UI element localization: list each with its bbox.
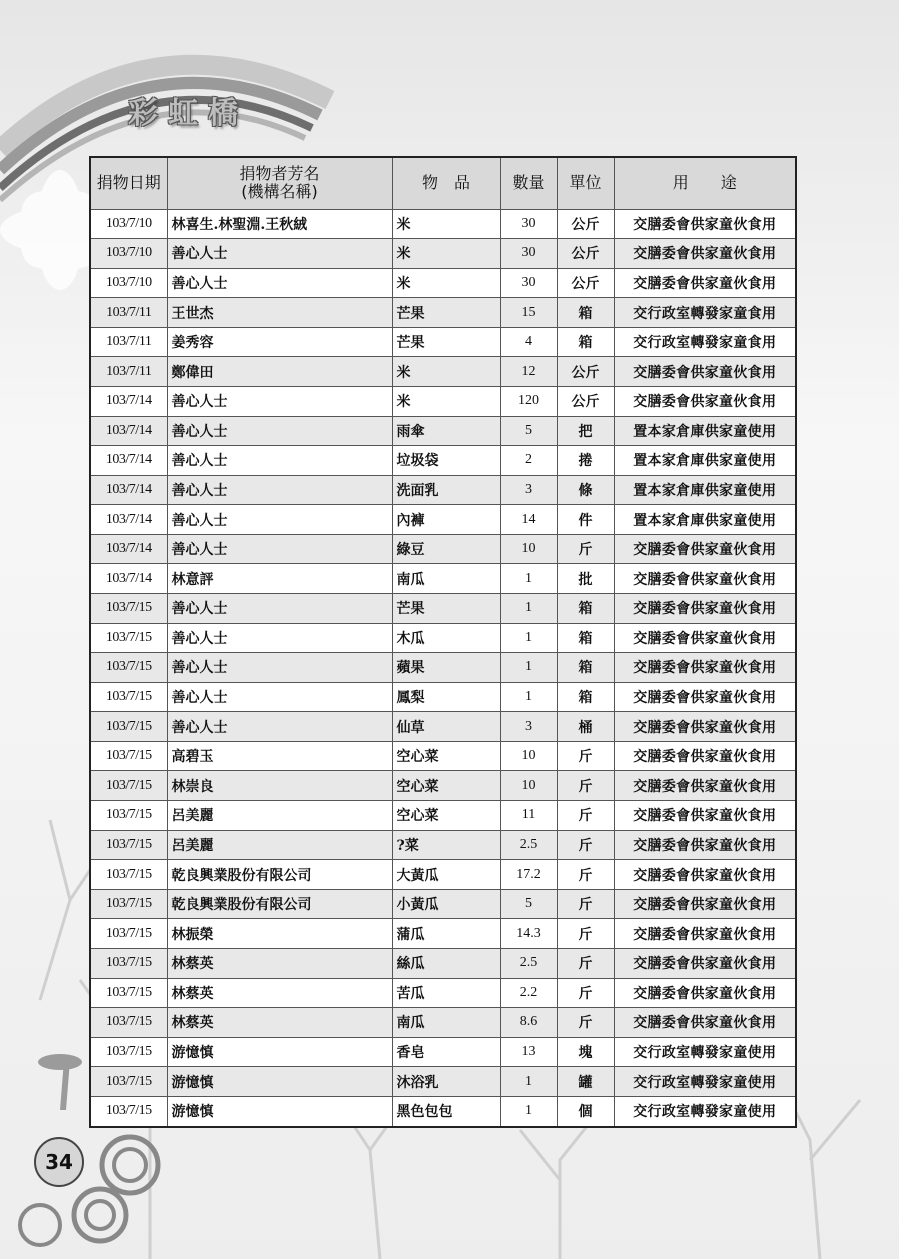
purpose-cell: 置本家倉庫供家童使用 [614, 475, 796, 505]
date-cell: 103/7/15 [90, 741, 167, 771]
unit-cell: 斤 [557, 830, 614, 860]
purpose-cell: 交膳委會供家童伙食用 [614, 594, 796, 624]
table-row [90, 298, 796, 328]
table-row [90, 623, 796, 653]
purpose-cell: 交膳委會供家童伙食用 [614, 357, 796, 387]
unit-cell: 斤 [557, 860, 614, 890]
date-cell: 103/7/15 [90, 889, 167, 919]
table-row [90, 534, 796, 564]
table-row [90, 741, 796, 771]
table-row [90, 889, 796, 919]
date-cell: 103/7/15 [90, 948, 167, 978]
unit-cell: 斤 [557, 1008, 614, 1038]
column-header-date: 捐物日期 [90, 157, 167, 209]
item-cell: 米 [392, 239, 500, 269]
donor-cell: 善心人士 [167, 534, 392, 564]
purpose-cell: 交膳委會供家童伙食用 [614, 771, 796, 801]
table-row [90, 860, 796, 890]
column-header-item: 物 品 [392, 157, 500, 209]
quantity-cell: 10 [500, 534, 557, 564]
date-cell: 103/7/10 [90, 268, 167, 298]
date-cell: 103/7/15 [90, 1008, 167, 1038]
date-cell: 103/7/14 [90, 416, 167, 446]
item-cell: 芒果 [392, 298, 500, 328]
item-cell: 雨傘 [392, 416, 500, 446]
purpose-cell: 交行政室轉發家童使用 [614, 1067, 796, 1097]
table-row [90, 830, 796, 860]
item-cell: ?菜 [392, 830, 500, 860]
table-row [90, 801, 796, 831]
donor-cell: 善心人士 [167, 653, 392, 683]
column-header-quantity: 數量 [500, 157, 557, 209]
table-row [90, 386, 796, 416]
donor-cell: 善心人士 [167, 239, 392, 269]
unit-cell: 批 [557, 564, 614, 594]
date-cell: 103/7/14 [90, 534, 167, 564]
section-title: 彩虹橋 [128, 96, 248, 131]
donor-cell: 善心人士 [167, 712, 392, 742]
date-cell: 103/7/14 [90, 505, 167, 535]
quantity-cell: 2.5 [500, 948, 557, 978]
item-cell: 黑色包包 [392, 1096, 500, 1127]
unit-cell: 罐 [557, 1067, 614, 1097]
donor-cell: 林振榮 [167, 919, 392, 949]
unit-cell: 箱 [557, 594, 614, 624]
unit-cell: 公斤 [557, 239, 614, 269]
table-row [90, 357, 796, 387]
table-row [90, 1096, 796, 1127]
donor-cell: 善心人士 [167, 505, 392, 535]
purpose-cell: 交膳委會供家童伙食用 [614, 653, 796, 683]
quantity-cell: 1 [500, 653, 557, 683]
quantity-cell: 1 [500, 623, 557, 653]
table-row [90, 771, 796, 801]
purpose-cell: 交膳委會供家童伙食用 [614, 682, 796, 712]
quantity-cell: 2.2 [500, 978, 557, 1008]
donor-cell: 善心人士 [167, 682, 392, 712]
unit-cell: 斤 [557, 741, 614, 771]
item-cell: 大黃瓜 [392, 860, 500, 890]
item-cell: 木瓜 [392, 623, 500, 653]
quantity-cell: 2 [500, 446, 557, 476]
table-row [90, 505, 796, 535]
quantity-cell: 15 [500, 298, 557, 328]
donor-cell: 林蔡英 [167, 1008, 392, 1038]
donor-cell: 鄭偉田 [167, 357, 392, 387]
item-cell: 絲瓜 [392, 948, 500, 978]
donor-cell: 林蔡英 [167, 978, 392, 1008]
date-cell: 103/7/15 [90, 830, 167, 860]
purpose-cell: 交行政室轉發家童食用 [614, 298, 796, 328]
purpose-cell: 交膳委會供家童伙食用 [614, 564, 796, 594]
quantity-cell: 11 [500, 801, 557, 831]
quantity-cell: 3 [500, 712, 557, 742]
date-cell: 103/7/15 [90, 682, 167, 712]
donor-cell: 善心人士 [167, 386, 392, 416]
date-cell: 103/7/11 [90, 327, 167, 357]
item-cell: 南瓜 [392, 1008, 500, 1038]
purpose-cell: 置本家倉庫供家童使用 [614, 505, 796, 535]
date-cell: 103/7/15 [90, 1037, 167, 1067]
quantity-cell: 8.6 [500, 1008, 557, 1038]
donor-cell: 呂美麗 [167, 801, 392, 831]
table-row [90, 564, 796, 594]
donor-cell: 游憶慎 [167, 1067, 392, 1097]
item-cell: 米 [392, 386, 500, 416]
donor-cell: 林意評 [167, 564, 392, 594]
item-cell: 內褲 [392, 505, 500, 535]
table-row [90, 919, 796, 949]
column-header-donor: 捐物者芳名 (機構名稱) [167, 157, 392, 209]
quantity-cell: 30 [500, 239, 557, 269]
table-row [90, 446, 796, 476]
unit-cell: 公斤 [557, 386, 614, 416]
quantity-cell: 1 [500, 1067, 557, 1097]
purpose-cell: 交行政室轉發家童使用 [614, 1037, 796, 1067]
quantity-cell: 10 [500, 771, 557, 801]
donor-cell: 王世杰 [167, 298, 392, 328]
unit-cell: 斤 [557, 889, 614, 919]
date-cell: 103/7/15 [90, 860, 167, 890]
item-cell: 垃圾袋 [392, 446, 500, 476]
unit-cell: 塊 [557, 1037, 614, 1067]
item-cell: 空心菜 [392, 741, 500, 771]
unit-cell: 箱 [557, 623, 614, 653]
date-cell: 103/7/15 [90, 594, 167, 624]
table-row [90, 239, 796, 269]
table-row [90, 416, 796, 446]
donor-cell: 姜秀容 [167, 327, 392, 357]
item-cell: 仙草 [392, 712, 500, 742]
item-cell: 綠豆 [392, 534, 500, 564]
donor-cell: 林崇良 [167, 771, 392, 801]
date-cell: 103/7/15 [90, 1096, 167, 1127]
date-cell: 103/7/10 [90, 239, 167, 269]
unit-cell: 箱 [557, 653, 614, 683]
donation-table [89, 156, 797, 1128]
donor-cell: 乾良興業股份有限公司 [167, 889, 392, 919]
table-row [90, 268, 796, 298]
donor-cell: 林蔡英 [167, 948, 392, 978]
unit-cell: 把 [557, 416, 614, 446]
quantity-cell: 1 [500, 682, 557, 712]
quantity-cell: 12 [500, 357, 557, 387]
quantity-cell: 1 [500, 594, 557, 624]
quantity-cell: 2.5 [500, 830, 557, 860]
quantity-cell: 13 [500, 1037, 557, 1067]
item-cell: 空心菜 [392, 771, 500, 801]
item-cell: 小黃瓜 [392, 889, 500, 919]
purpose-cell: 交行政室轉發家童使用 [614, 1096, 796, 1127]
date-cell: 103/7/10 [90, 209, 167, 239]
quantity-cell: 120 [500, 386, 557, 416]
quantity-cell: 1 [500, 1096, 557, 1127]
purpose-cell: 交膳委會供家童伙食用 [614, 860, 796, 890]
date-cell: 103/7/15 [90, 771, 167, 801]
date-cell: 103/7/15 [90, 801, 167, 831]
donor-cell: 善心人士 [167, 594, 392, 624]
table-row [90, 1037, 796, 1067]
unit-cell: 斤 [557, 948, 614, 978]
table-row [90, 594, 796, 624]
donor-cell: 善心人士 [167, 446, 392, 476]
unit-cell: 桶 [557, 712, 614, 742]
donor-cell: 善心人士 [167, 623, 392, 653]
unit-cell: 斤 [557, 978, 614, 1008]
unit-cell: 公斤 [557, 209, 614, 239]
table-row [90, 1067, 796, 1097]
purpose-cell: 交膳委會供家童伙食用 [614, 801, 796, 831]
donor-cell: 善心人士 [167, 268, 392, 298]
quantity-cell: 3 [500, 475, 557, 505]
donor-cell: 乾良興業股份有限公司 [167, 860, 392, 890]
date-cell: 103/7/15 [90, 1067, 167, 1097]
quantity-cell: 1 [500, 564, 557, 594]
purpose-cell: 交膳委會供家童伙食用 [614, 712, 796, 742]
purpose-cell: 交膳委會供家童伙食用 [614, 978, 796, 1008]
item-cell: 米 [392, 268, 500, 298]
purpose-cell: 交膳委會供家童伙食用 [614, 239, 796, 269]
donor-cell: 善心人士 [167, 475, 392, 505]
unit-cell: 斤 [557, 534, 614, 564]
date-cell: 103/7/14 [90, 446, 167, 476]
date-cell: 103/7/14 [90, 475, 167, 505]
unit-cell: 個 [557, 1096, 614, 1127]
item-cell: 洗面乳 [392, 475, 500, 505]
quantity-cell: 10 [500, 741, 557, 771]
purpose-cell: 交膳委會供家童伙食用 [614, 209, 796, 239]
quantity-cell: 30 [500, 209, 557, 239]
purpose-cell: 交膳委會供家童伙食用 [614, 741, 796, 771]
purpose-cell: 交膳委會供家童伙食用 [614, 830, 796, 860]
quantity-cell: 4 [500, 327, 557, 357]
item-cell: 芒果 [392, 327, 500, 357]
item-cell: 沐浴乳 [392, 1067, 500, 1097]
unit-cell: 件 [557, 505, 614, 535]
donor-cell: 呂美麗 [167, 830, 392, 860]
table-row [90, 327, 796, 357]
purpose-cell: 交膳委會供家童伙食用 [614, 889, 796, 919]
date-cell: 103/7/15 [90, 919, 167, 949]
date-cell: 103/7/11 [90, 298, 167, 328]
table-body [90, 209, 796, 1127]
table-row [90, 682, 796, 712]
quantity-cell: 30 [500, 268, 557, 298]
quantity-cell: 14 [500, 505, 557, 535]
item-cell: 南瓜 [392, 564, 500, 594]
page-number: 34 [34, 1137, 84, 1187]
item-cell: 芒果 [392, 594, 500, 624]
table-row [90, 653, 796, 683]
donor-cell: 高碧玉 [167, 741, 392, 771]
table-row [90, 1008, 796, 1038]
unit-cell: 斤 [557, 801, 614, 831]
purpose-cell: 交膳委會供家童伙食用 [614, 623, 796, 653]
item-cell: 香皂 [392, 1037, 500, 1067]
donor-cell: 善心人士 [167, 416, 392, 446]
date-cell: 103/7/15 [90, 653, 167, 683]
purpose-cell: 交膳委會供家童伙食用 [614, 1008, 796, 1038]
date-cell: 103/7/14 [90, 386, 167, 416]
table-row [90, 948, 796, 978]
column-header-unit: 單位 [557, 157, 614, 209]
table-row [90, 209, 796, 239]
purpose-cell: 置本家倉庫供家童使用 [614, 446, 796, 476]
unit-cell: 箱 [557, 682, 614, 712]
date-cell: 103/7/11 [90, 357, 167, 387]
unit-cell: 斤 [557, 771, 614, 801]
table-row [90, 712, 796, 742]
table-header-row [90, 157, 796, 209]
item-cell: 苦瓜 [392, 978, 500, 1008]
column-header-purpose: 用 途 [614, 157, 796, 209]
date-cell: 103/7/14 [90, 564, 167, 594]
date-cell: 103/7/15 [90, 623, 167, 653]
purpose-cell: 交膳委會供家童伙食用 [614, 268, 796, 298]
table-row [90, 475, 796, 505]
item-cell: 蒲瓜 [392, 919, 500, 949]
date-cell: 103/7/15 [90, 712, 167, 742]
donor-cell: 林喜生.林聖淵.王秋絨 [167, 209, 392, 239]
purpose-cell: 交膳委會供家童伙食用 [614, 534, 796, 564]
quantity-cell: 17.2 [500, 860, 557, 890]
purpose-cell: 交膳委會供家童伙食用 [614, 919, 796, 949]
unit-cell: 公斤 [557, 268, 614, 298]
table-row [90, 978, 796, 1008]
donor-cell: 游憶慎 [167, 1096, 392, 1127]
unit-cell: 捲 [557, 446, 614, 476]
purpose-cell: 交膳委會供家童伙食用 [614, 948, 796, 978]
item-cell: 蘋果 [392, 653, 500, 683]
quantity-cell: 5 [500, 889, 557, 919]
unit-cell: 公斤 [557, 357, 614, 387]
date-cell: 103/7/15 [90, 978, 167, 1008]
item-cell: 米 [392, 357, 500, 387]
item-cell: 空心菜 [392, 801, 500, 831]
purpose-cell: 置本家倉庫供家童使用 [614, 416, 796, 446]
donor-cell: 游憶慎 [167, 1037, 392, 1067]
quantity-cell: 5 [500, 416, 557, 446]
item-cell: 鳳梨 [392, 682, 500, 712]
unit-cell: 箱 [557, 298, 614, 328]
unit-cell: 條 [557, 475, 614, 505]
unit-cell: 箱 [557, 327, 614, 357]
item-cell: 米 [392, 209, 500, 239]
purpose-cell: 交行政室轉發家童食用 [614, 327, 796, 357]
purpose-cell: 交膳委會供家童伙食用 [614, 386, 796, 416]
unit-cell: 斤 [557, 919, 614, 949]
quantity-cell: 14.3 [500, 919, 557, 949]
